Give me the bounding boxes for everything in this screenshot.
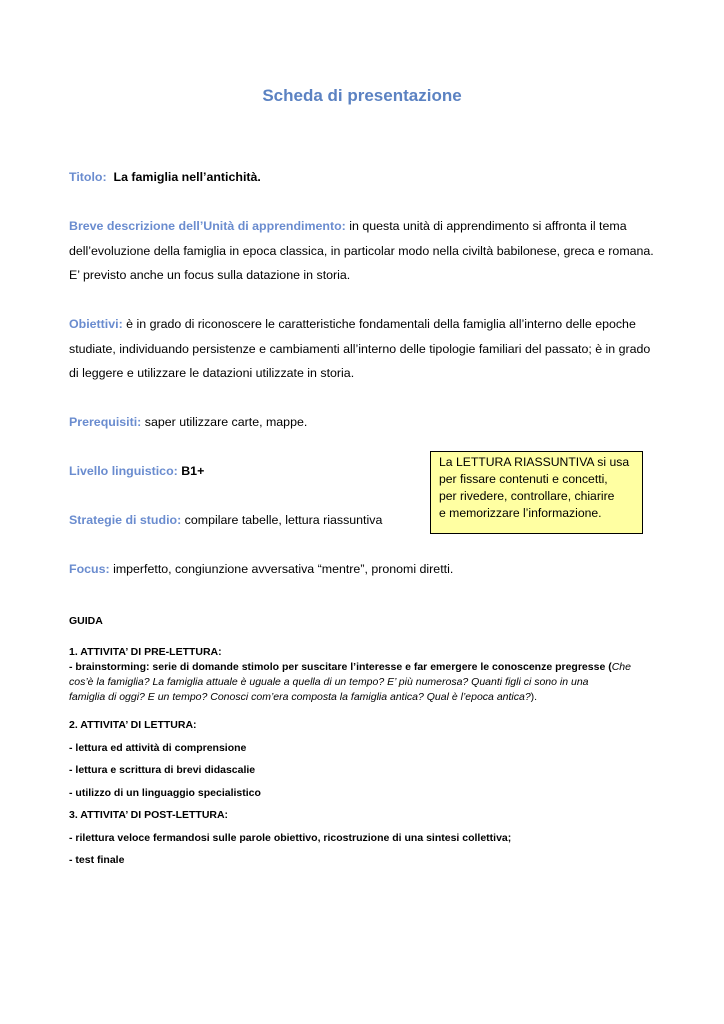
page-title: Scheda di presentazione xyxy=(262,86,462,105)
note-line: e memorizzare l’informazione. xyxy=(439,506,602,520)
section-2-title: 2. ATTIVITA’ DI LETTURA: xyxy=(69,719,197,731)
note-line: per rivedere, controllare, chiarire xyxy=(439,489,615,503)
brainstorming-end: ). xyxy=(530,691,538,703)
guida-section-1 xyxy=(69,645,669,705)
section-1-body xyxy=(69,660,669,705)
descrizione-line3: E’ previsto anche un focus sulla datazione in storia. xyxy=(69,268,351,282)
brainstorming-questions-a: Che xyxy=(611,661,631,673)
obiettivi-label: Obiettivi: xyxy=(69,317,123,331)
descrizione-line2: dell’evoluzione della famiglia in epoca classica, in particolar modo nella civiltà babilonese, greca e romana. xyxy=(69,243,654,258)
titolo-value: La famiglia nell’antichità. xyxy=(113,170,261,184)
prerequisiti-field xyxy=(69,410,659,435)
brainstorming-questions-b: cos’è la famiglia? La famiglia attuale è uguale a quella di un tempo? E’ più numerosa? Quanti figli ci sono in una xyxy=(69,676,589,688)
obiettivi-line2: studiate, individuando persistenze e cambiamenti all’interno delle tipologie familiari del passato; è in grado xyxy=(69,341,651,356)
section-2-item: - lettura e scrittura di brevi didascalie xyxy=(69,764,256,776)
brainstorming-questions-c: famiglia di oggi? E un tempo? Conosci com’era composta la famiglia antica? Qual è l’epoca antica? xyxy=(69,691,531,703)
section-1-title: 1. ATTIVITA’ DI PRE-LETTURA: xyxy=(69,646,222,658)
obiettivi-line1: è in grado di riconoscere le caratteristiche fondamentali della famiglia all’interno delle epoche xyxy=(126,317,636,331)
descrizione-label: Breve descrizione dell’Unità di apprendimento: xyxy=(69,219,346,233)
prerequisiti-label: Prerequisiti: xyxy=(69,415,142,429)
section-3-item: - test finale xyxy=(69,854,125,866)
obiettivi-field xyxy=(69,312,659,386)
strategie-value: compilare tabelle, lettura riassuntiva xyxy=(184,513,383,527)
prerequisiti-value: saper utilizzare carte, mappe. xyxy=(144,415,308,429)
obiettivi-line3: di leggere e utilizzare le datazioni utilizzate in storia. xyxy=(69,366,355,380)
note-line: La LETTURA RIASSUNTIVA si usa xyxy=(439,455,630,469)
section-2-item: - utilizzo di un linguaggio specialistico xyxy=(69,787,261,799)
livello-value: B1+ xyxy=(181,464,205,478)
descrizione-field xyxy=(69,214,659,288)
section-3-title: 3. ATTIVITA’ DI POST-LETTURA: xyxy=(69,809,229,821)
section-2-item: - lettura ed attività di comprensione xyxy=(69,742,247,754)
strategie-label: Strategie di studio: xyxy=(69,513,182,527)
descrizione-line1: in questa unità di apprendimento si affronta il tema xyxy=(349,219,627,233)
titolo-field xyxy=(69,165,659,190)
livello-label: Livello linguistico: xyxy=(69,464,178,478)
titolo-label: Titolo: xyxy=(69,170,107,184)
section-3-item: - rilettura veloce fermandosi sulle parole obiettivo, ricostruzione di una sintesi collettiva; xyxy=(69,832,512,844)
note-line: per fissare contenuti e concetti, xyxy=(439,472,608,486)
focus-value: imperfetto, congiunzione avversativa “mentre”, pronomi diretti. xyxy=(113,562,454,576)
guida-heading: GUIDA xyxy=(69,615,103,627)
lettura-riassuntiva-note xyxy=(430,451,643,534)
brainstorming-text: - brainstorming: serie di domande stimolo per suscitare l’interesse e far emergere le conoscenze pregresse ( xyxy=(69,661,612,673)
focus-field xyxy=(69,557,659,582)
focus-label: Focus: xyxy=(69,562,110,576)
